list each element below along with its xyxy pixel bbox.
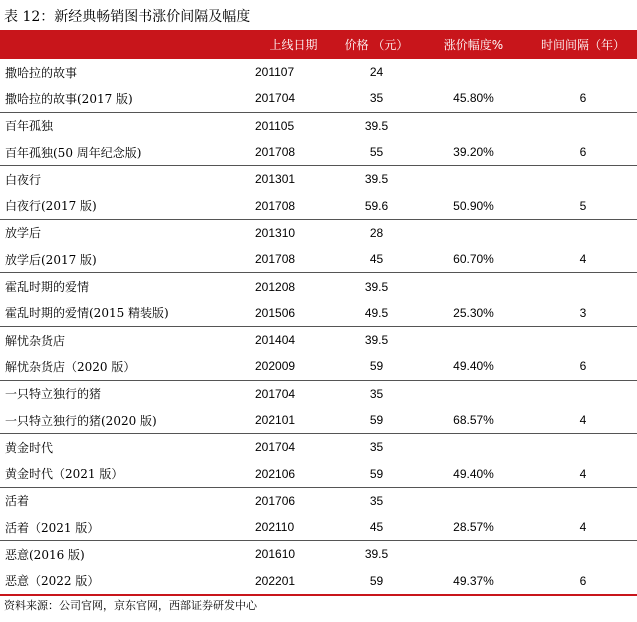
interval — [529, 219, 637, 246]
price: 49.5 — [335, 300, 418, 327]
increase: 49.40% — [418, 460, 529, 487]
book-name: 黄金时代 — [5, 440, 54, 455]
price: 59.6 — [335, 192, 418, 219]
launch-date: 202101 — [252, 407, 335, 434]
increase: 28.57% — [418, 514, 529, 541]
book-name: 一只特立独行的猪 — [5, 387, 102, 402]
launch-date: 201105 — [255, 118, 295, 133]
price: 35 — [369, 386, 384, 401]
table-header-row — [0, 30, 637, 59]
table-row — [0, 326, 637, 353]
launch-date: 201610 — [255, 547, 296, 562]
increase: 49.37% — [418, 568, 529, 595]
table-caption: 表 12：新经典畅销图书涨价间隔及幅度 — [4, 9, 251, 25]
launch-date: 201208 — [255, 279, 296, 294]
increase — [418, 326, 529, 353]
launch-date: 201404 — [255, 333, 296, 348]
book-name: 解忧杂货店 — [5, 333, 66, 348]
launch-date: 201704 — [255, 386, 296, 401]
increase — [418, 541, 529, 568]
table-row — [0, 246, 637, 273]
increase: 68.57% — [418, 407, 529, 434]
launch-date: 202106 — [252, 460, 335, 487]
header-increase: 涨价幅度% — [418, 30, 529, 59]
table-row — [0, 166, 637, 193]
book-name: 活着（2021 版） — [0, 514, 252, 541]
launch-date: 201506 — [252, 300, 335, 327]
increase: 60.70% — [418, 246, 529, 273]
increase: 49.40% — [418, 353, 529, 380]
book-name: 解忧杂货店（2020 版） — [0, 353, 252, 380]
table-row — [0, 112, 637, 139]
launch-date: 201704 — [252, 85, 335, 112]
increase: 50.90% — [418, 192, 529, 219]
interval: 6 — [529, 85, 637, 112]
price: 24 — [369, 65, 384, 80]
table-row — [0, 407, 637, 434]
launch-date: 201310 — [255, 225, 296, 240]
interval: 6 — [529, 139, 637, 166]
book-name: 撒哈拉的故事 — [5, 65, 78, 80]
book-name: 百年孤独(50 周年纪念版) — [0, 139, 252, 166]
interval — [529, 380, 637, 407]
interval — [529, 326, 637, 353]
interval — [529, 541, 637, 568]
price: 59 — [335, 407, 418, 434]
increase — [418, 59, 529, 85]
header-name — [0, 30, 252, 59]
interval — [529, 166, 637, 193]
interval — [529, 59, 637, 85]
increase — [418, 380, 529, 407]
price: 35 — [369, 493, 384, 508]
increase — [418, 434, 529, 461]
table-row — [0, 380, 637, 407]
interval: 4 — [529, 460, 637, 487]
price: 45 — [335, 246, 418, 273]
table-row — [0, 300, 637, 327]
book-name: 放学后(2017 版) — [0, 246, 252, 273]
table-row — [0, 139, 637, 166]
table-row — [0, 487, 637, 514]
increase — [418, 112, 529, 139]
table-row — [0, 85, 637, 112]
table-row — [0, 541, 637, 568]
price: 45 — [335, 514, 418, 541]
price: 35 — [335, 85, 418, 112]
book-name: 霍乱时期的爱情 — [5, 280, 90, 295]
price: 59 — [335, 460, 418, 487]
increase — [418, 219, 529, 246]
book-name: 撒哈拉的故事(2017 版) — [0, 85, 252, 112]
interval: 4 — [529, 514, 637, 541]
increase — [418, 487, 529, 514]
book-name: 黄金时代（2021 版） — [0, 460, 252, 487]
launch-date: 201708 — [252, 139, 335, 166]
price: 35 — [369, 440, 384, 455]
source-note: 资料来源：公司官网，京东官网，西部证券研发中心 — [4, 599, 257, 612]
book-name: 霍乱时期的爱情(2015 精装版) — [0, 300, 252, 327]
price: 39.5 — [364, 172, 389, 187]
increase: 25.30% — [418, 300, 529, 327]
price: 39.5 — [364, 118, 389, 133]
interval: 6 — [529, 568, 637, 595]
interval: 4 — [529, 407, 637, 434]
header-interval: 时间间隔（年） — [529, 30, 637, 59]
increase — [418, 166, 529, 193]
price: 55 — [335, 139, 418, 166]
increase: 45.80% — [418, 85, 529, 112]
price: 39.5 — [364, 333, 389, 348]
book-name: 百年孤独 — [5, 119, 54, 134]
price: 59 — [335, 353, 418, 380]
table-row — [0, 460, 637, 487]
launch-date: 202009 — [252, 353, 335, 380]
book-name: 恶意(2016 版) — [5, 547, 85, 562]
price: 28 — [369, 225, 384, 240]
book-name: 恶意（2022 版） — [0, 568, 252, 595]
book-name: 放学后 — [5, 226, 42, 241]
launch-date: 201708 — [252, 192, 335, 219]
interval — [529, 112, 637, 139]
book-name: 一只特立独行的猪(2020 版) — [0, 407, 252, 434]
interval: 3 — [529, 300, 637, 327]
table-row — [0, 568, 637, 595]
table-row — [0, 353, 637, 380]
launch-date: 202110 — [252, 514, 335, 541]
interval — [529, 273, 637, 300]
launch-date: 201107 — [255, 65, 295, 80]
launch-date: 201708 — [252, 246, 335, 273]
price: 39.5 — [364, 547, 389, 562]
table-row — [0, 434, 637, 461]
table-row — [0, 59, 637, 85]
launch-date: 201301 — [255, 172, 296, 187]
book-name: 活着 — [5, 494, 30, 509]
interval: 5 — [529, 192, 637, 219]
interval — [529, 434, 637, 461]
increase — [418, 273, 529, 300]
price: 59 — [335, 568, 418, 595]
price-increase-table — [0, 30, 637, 596]
launch-date: 201706 — [255, 493, 296, 508]
header-price: 价格 （元） — [335, 30, 418, 59]
book-name: 白夜行 — [5, 172, 42, 187]
interval — [529, 487, 637, 514]
header-launch-date: 上线日期 — [252, 30, 335, 59]
price: 39.5 — [364, 279, 389, 294]
table-row — [0, 219, 637, 246]
increase: 39.20% — [418, 139, 529, 166]
book-name: 白夜行(2017 版) — [0, 192, 252, 219]
launch-date: 202201 — [252, 568, 335, 595]
launch-date: 201704 — [255, 440, 296, 455]
table-row — [0, 192, 637, 219]
interval: 4 — [529, 246, 637, 273]
table-row — [0, 273, 637, 300]
interval: 6 — [529, 353, 637, 380]
table-row — [0, 514, 637, 541]
